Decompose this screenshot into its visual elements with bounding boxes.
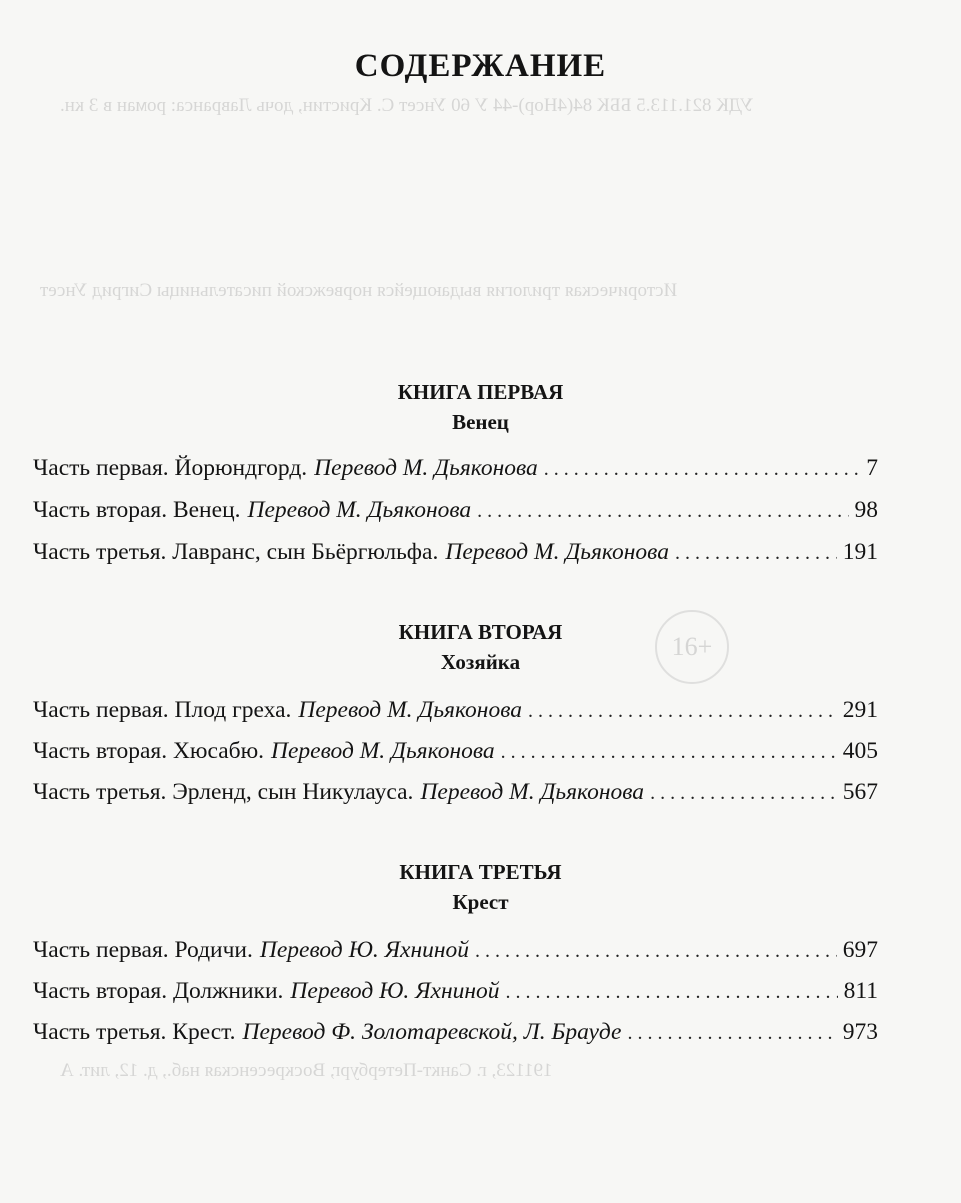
show-through-text: 191123, г. Санкт-Петербург, Воскресенская наб., д. 12, лит. А <box>60 1060 553 1081</box>
book-subtitle: Крест <box>452 890 509 914</box>
page-number: 191 <box>842 539 878 565</box>
translator-credit: Перевод М. Дьяконова <box>298 697 523 723</box>
age-rating-show-through: 16+ <box>655 610 729 684</box>
translator-credit: Перевод М. Дьяконова <box>247 497 472 523</box>
book-heading <box>0 618 961 676</box>
book-name: КНИГА ПЕРВАЯ <box>397 380 564 404</box>
translator-credit: Перевод М. Дьяконова <box>271 738 495 764</box>
dot-leader <box>477 500 848 523</box>
page-number: 405 <box>842 738 878 764</box>
part-title: Часть вторая. Хюсабю. <box>33 738 265 764</box>
book-subtitle: Хозяйка <box>440 650 521 674</box>
translator-credit: Перевод М. Дьяконова <box>445 539 669 565</box>
part-title: Часть третья. Лавранс, сын Бьёргюльфа. <box>33 539 439 565</box>
part-title: Часть третья. Эрленд, сын Никулауса. <box>33 779 414 805</box>
part-title: Часть третья. Крест. <box>33 1019 236 1045</box>
translator-credit: Перевод Ю. Яхниной <box>290 978 500 1004</box>
show-through-text: УДК 821.113.5 ББК 84(4Нор)-44 У 60 Унсет С. Кристин, дочь Лавранса: роман в 3 кн. <box>60 95 754 116</box>
book-heading <box>0 858 961 916</box>
part-title: Часть первая. Родичи. <box>33 937 253 963</box>
page-number: 567 <box>842 779 878 805</box>
book-subtitle: Венец <box>452 410 509 434</box>
translator-credit: Перевод М. Дьяконова <box>314 455 538 481</box>
page-number: 811 <box>843 978 878 1004</box>
page-number: 7 <box>866 455 878 481</box>
toc-entry[interactable] <box>33 978 878 1012</box>
dot-leader <box>506 981 838 1004</box>
toc-entry[interactable] <box>33 779 878 813</box>
toc-entry[interactable] <box>33 937 878 971</box>
dot-leader <box>528 700 837 723</box>
page-title: СОДЕРЖАНИЕ <box>354 48 607 84</box>
dot-leader <box>544 458 860 481</box>
toc-entry[interactable] <box>33 455 878 489</box>
page-number: 98 <box>854 497 878 523</box>
toc-entry[interactable] <box>33 738 878 772</box>
toc-entry[interactable] <box>33 697 878 731</box>
dot-leader <box>475 940 837 963</box>
translator-credit: Перевод М. Дьяконова <box>420 779 645 805</box>
dot-leader <box>650 782 837 805</box>
toc-entry[interactable] <box>33 1019 878 1053</box>
translator-credit: Перевод Ф. Золотаревской, Л. Брауде <box>242 1019 622 1045</box>
part-title: Часть первая. Йорюндгорд. <box>33 455 308 481</box>
show-through-text: Историческая трилогия выдающейся норвежской писательницы Сигрид Унсет <box>40 280 678 301</box>
page-number: 973 <box>842 1019 878 1045</box>
toc-entry[interactable] <box>33 539 878 573</box>
page-number: 291 <box>842 697 878 723</box>
dot-leader <box>501 741 837 764</box>
book-heading <box>0 378 961 436</box>
toc-entry[interactable] <box>33 497 878 531</box>
page-number: 697 <box>842 937 878 963</box>
part-title: Часть первая. Плод греха. <box>33 697 292 723</box>
dot-leader <box>675 542 837 565</box>
book-name: КНИГА ТРЕТЬЯ <box>399 860 562 884</box>
part-title: Часть вторая. Венец. <box>33 497 241 523</box>
part-title: Часть вторая. Должники. <box>33 978 284 1004</box>
book-name: КНИГА ВТОРАЯ <box>398 620 563 644</box>
translator-credit: Перевод Ю. Яхниной <box>259 937 470 963</box>
dot-leader <box>627 1022 836 1045</box>
